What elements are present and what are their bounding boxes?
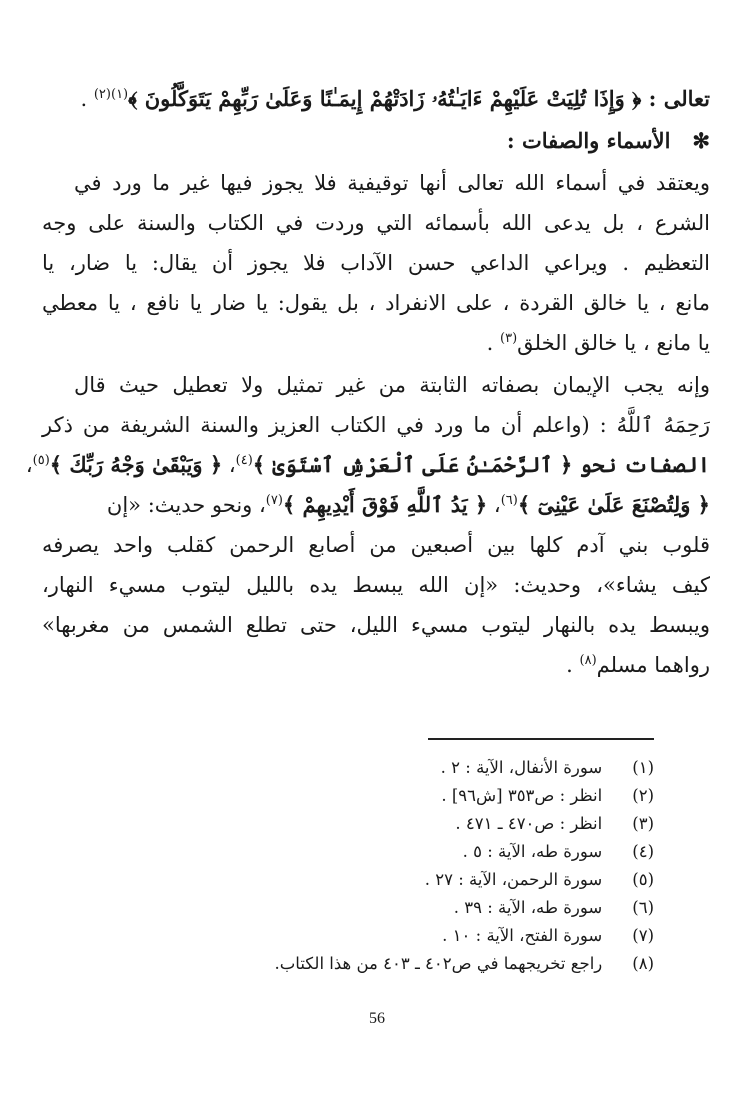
footnote-8	[94, 952, 654, 978]
quran-verse-taha-39: ﴿ وَلِتُصْنَعَ عَلَىٰ عَيْنِىٓ ﴾	[517, 492, 710, 517]
body-line-6: مانع ، يا خالق القردة ، على الانفراد ، بل يقول: يا ضار يا نافع ، يا معطي	[42, 291, 710, 315]
footnote-2	[94, 784, 654, 810]
footnote-number: (٧)	[632, 926, 654, 945]
footnote-ref-8: (٨)	[579, 653, 597, 668]
footnote-text: راجع تخريجهما في ص٤٠٢ ـ ٤٠٣ من هذا الكتاب.	[274, 954, 603, 973]
footnote-text: سورة الفتح، الآية : ١٠ .	[442, 926, 603, 945]
footnote-3	[94, 812, 654, 838]
quran-verse-fath: ﴿ يَدُ ٱللَّهِ فَوْقَ أَيْدِيهِمْ ﴾	[282, 492, 488, 517]
footnote-ref-1-2: (١)(٢)	[93, 87, 129, 102]
star-icon: ✻	[692, 128, 710, 153]
footnote-text: سورة الرحمن، الآية : ٢٧ .	[424, 870, 603, 889]
footnote-ref-3: (٣)	[500, 331, 518, 346]
footnote-number: (٣)	[632, 814, 654, 833]
footnote-5	[94, 868, 654, 894]
footnote-1	[94, 756, 654, 782]
footnote-number: (٥)	[632, 870, 654, 889]
body-line-11: ﴿ وَلِتُصْنَعَ عَلَىٰ عَيْنِىٓ ﴾$^{(٦)}$، ﴿ يَدُ ٱللَّهِ فَوْقَ أَيْدِيهِمْ ﴾$^{(٧)}$، ونحو حديث: «إن	[106, 492, 710, 517]
footnote-text: انظر : ص٣٥٣ [ش٩٦] .	[441, 786, 603, 805]
page-number: 56	[369, 1010, 385, 1027]
footnote-ref-6: (٦)	[500, 493, 518, 508]
body-line-14: ويبسط يده بالنهار ليتوب مسيء الليل، حتى تطلع الشمس من مغربها»	[42, 613, 710, 637]
footnote-ref-7: (٧)	[265, 493, 283, 508]
footnote-divider	[428, 738, 654, 740]
body-line-8: وإنه يجب الإيمان بصفاته الثابتة من غير تمثيل ولا تعطيل حيث قال	[74, 373, 710, 397]
section-heading-text: الأسماء والصفات :	[506, 128, 671, 153]
body-line-7-text: يا مانع ، يا خالق الخلق	[517, 331, 710, 355]
body-line-13: كيف يشاء»، وحديث: «إن الله يبسط يده بالليل ليتوب مسيء النهار،	[42, 573, 710, 597]
body-line-11-tail: ، ونحو حديث: «إن	[106, 493, 266, 517]
quran-verse-taha-5: الصفات نحو ﴿ ٱلرَّحْمَـٰنُ عَلَى ٱلْعَرْشِ ٱسْتَوَىٰ ﴾	[252, 452, 710, 477]
footnote-text: انظر : ص٤٧٠ ـ ٤٧١ .	[455, 814, 603, 833]
footnote-4	[94, 840, 654, 866]
body-line-12: قلوب بني آدم كلها بين أصبعين من أصابع الرحمن كقلب واحد يصرفه	[42, 533, 710, 557]
body-line-7: يا مانع ، يا خالق الخلق$^{(٣)}$ .	[486, 331, 710, 355]
footnote-6	[94, 896, 654, 922]
body-line-15: رواهما مسلم$^{(٨)}$ .	[566, 653, 710, 677]
footnote-text: سورة طه، الآية : ٣٩ .	[453, 898, 603, 917]
quran-verse-anfal: تعالى : ﴿ وَإِذَا تُلِيَتْ عَلَيْهِمْ ءَايَـٰتُهُۥ زَادَتْهُمْ إِيمَـٰنًا وَعَلَىٰ رَبِّهِمْ يَتَوَكَّلُونَ ﴾	[128, 86, 710, 111]
footnote-number: (٢)	[632, 786, 654, 805]
body-line-3: ويعتقد في أسماء الله تعالى أنها توقيفية فلا يجوز فيها غير ما ورد في	[74, 171, 710, 195]
footnote-number: (٤)	[632, 842, 654, 861]
footnote-text: سورة طه، الآية : ٥ .	[462, 842, 603, 861]
body-line-15-text: رواهما مسلم	[596, 653, 710, 677]
footnote-ref-5: (٥)	[32, 453, 50, 468]
footnote-text: سورة الأنفال، الآية : ٢ .	[440, 758, 603, 777]
footnote-number: (٨)	[632, 954, 654, 973]
footnote-7	[94, 924, 654, 950]
body-line-1: تعالى : ﴿ وَإِذَا تُلِيَتْ عَلَيْهِمْ ءَايَـٰتُهُۥ زَادَتْهُمْ إِيمَـٰنًا وَعَلَىٰ رَبِّهِمْ يَتَوَكَّلُونَ ﴾$^{(١)(٢)}$ .	[80, 86, 710, 111]
body-line-10: الصفات نحو ﴿ ٱلرَّحْمَـٰنُ عَلَى ٱلْعَرْشِ ٱسْتَوَىٰ ﴾$^{(٤)}$، ﴿ وَيَبْقَىٰ وَجْهُ رَبِّكَ ﴾$^{(٥)}$،	[25, 452, 710, 477]
footnote-ref-4: (٤)	[235, 453, 253, 468]
body-line-9: رَحِمَهُ ٱللَّهُ : (واعلم أن ما ورد في الكتاب العزيز والسنة الشريفة من ذكر	[42, 413, 710, 437]
footnote-number: (٦)	[632, 898, 654, 917]
body-line-5: التعظيم . ويراعي الداعي حسن الآداب فلا يجوز أن يقال: يا ضار، يا	[42, 251, 710, 275]
body-line-4: الشرع ، بل يدعى الله بأسمائه التي وردت في الكتاب والسنة على وجه	[42, 211, 710, 235]
footnote-number: (١)	[632, 758, 654, 777]
section-heading	[42, 124, 710, 160]
quran-verse-rahman: ﴿ وَيَبْقَىٰ وَجْهُ رَبِّكَ ﴾	[49, 452, 223, 477]
